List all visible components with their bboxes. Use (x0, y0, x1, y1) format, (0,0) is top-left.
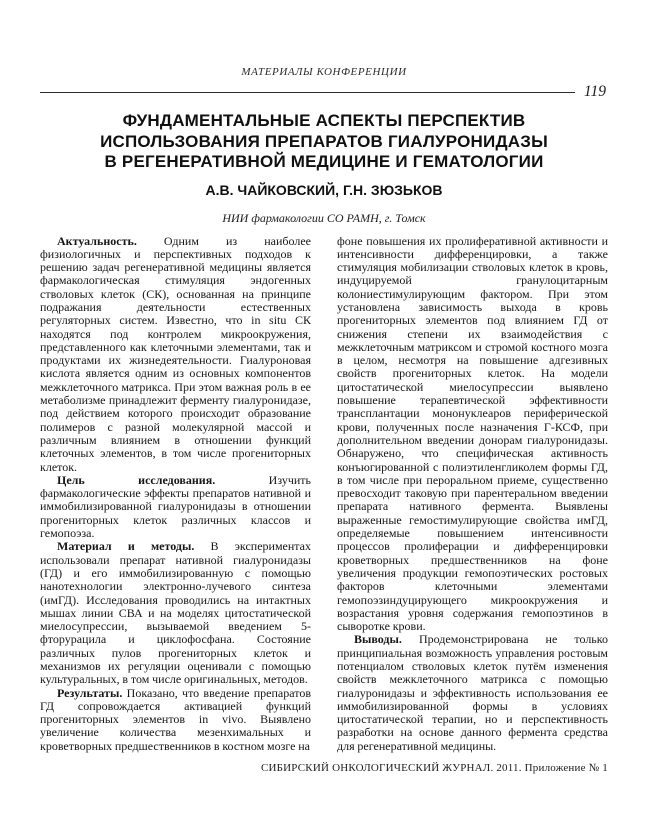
paragraph: фоне повышения их пролиферативной активности и интенсивности дифференцировки, а также стимуляция мобилизации стволовых клеток в кровь, индуцируемой гранулоцитарным колониестимулирующим фактором. При этом установлена зависимость выхода в кровь прогениторных элементов под влиянием ГД от снижения степени их взаимодействия с межклеточным матриксом и стромой костного мозга в целом, несмотря на повышение адгезивных свойств прогениторных клеток. На модели цитостатической миелосупрессии выявлено повышение терапевтической эффективности трансплантации мононуклеаров периферической крови, полученных после назначения Г-КСФ, при дополнительном введении донорам гиалуронидазы. Обнаружено, что специфическая активность конъюгированной с полиэтиленгликолем формы ГД, в том числе при пероральном приеме, существенно превосходит таковую при парентеральном введении препарата нативного фермента. Выявлены выраженные гемостимулирующие свойства имГД, определяемые повышением интенсивности процессов пролиферации и дифференцировки кроветворных предшественников на фоне увеличения продукции гемопоэтических ростовых факторов клеточными элементами гемопоэзиндуцирующего микроокружения и возрастания уровня содержания гемопоэтинов в сыворотке крови. (337, 234, 608, 634)
paragraph: Материал и методы. В экспериментах использовали препарат нативной гиалуронидазы (ГД) и его иммобилизированную с помощью нанотехнологии электронно-лучевого синтеза (имГД). Исследования проводились на интактных мышах линии СВА и на моделях цитостатической миелосупрессии, вызываемой введением 5-фторурацила и циклофосфана. Состояние различных пулов прогениторных клеток и механизмов их регуляции оценивали с помощью культуральных, в том числе оригинальных, методов. (40, 539, 311, 687)
paragraph: Цель исследования. Изучить фармакологические эффекты препаратов нативной и иммобилизированной гиалуронидазы в отношении прогениторных клеток различных классов и гемопоэза. (40, 472, 311, 541)
article-body (40, 235, 608, 771)
paragraph-lead: Выводы. (354, 632, 419, 647)
title-line: В РЕГЕНЕРАТИВНОЙ МЕДИЦИНЕ И ГЕМАТОЛОГИИ (104, 152, 544, 171)
left-column (40, 235, 311, 771)
paragraph-lead: Цель исследования. (57, 472, 269, 487)
title-line: ФУНДАМЕНТАЛЬНЫЕ АСПЕКТЫ ПЕРСПЕКТИВ (122, 111, 526, 130)
running-head: МАТЕРИАЛЫ КОНФЕРЕНЦИИ (241, 66, 407, 78)
page-number: 119 (583, 83, 606, 100)
paragraph: Выводы. Продемонстрирована не только принципиальная возможность управления ростовым потенциалом стволовых клеток путём изменения свойств межклеточного матрикса с помощью гиалуронидазы и эффективность использования ее иммобилизированной формы в условиях цитостатической терапии, но и перспективность разработки на основе данного фермента средства для регенеративной медицины. (337, 632, 608, 753)
paragraph-lead: Актуальность. (57, 234, 164, 248)
article-title (40, 111, 608, 173)
paragraph: Результаты. Показано, что введение препаратов ГД сопровождается активацией функций прогениторных элементов in vivo. Выявлено увеличение количества мезенхимальных и кроветворных предшественников в костном мозге на (40, 685, 311, 753)
page-content (40, 0, 608, 771)
journal-footer: СИБИРСКИЙ ОНКОЛОГИЧЕСКИЙ ЖУРНАЛ. 2011. Приложение № 1 (260, 762, 608, 774)
paragraph-lead: Материал и методы. (57, 539, 211, 554)
paragraph: Актуальность. Одним из наиболее физиологичных и перспективных подходов к решению задач регенеративной медицины является фармакологическая стимуляция эндогенных стволовых клеток (СК), основанная на принципе подражания деятельности естественных регуляторных систем. Известно, что in situ СК находятся под контролем микроокружения, представленного как клеточными элементами, так и продуктами их жизнедеятельности. Гиалуроновая кислота является одним из основных компонентов межклеточного матрикса. При этом важная роль в ее метаболизме принадлежит ферменту гиалуронидазе, под действием которого происходит образование полимеров с разной молекулярной массой и различным влиянием в отношении функций клеточных элементов, в том числе прогениторных клеток. (40, 234, 311, 474)
article-authors: А.В. ЧАЙКОВСКИЙ, Г.Н. ЗЮЗЬКОВ (205, 181, 443, 198)
header-rule-row (40, 83, 608, 101)
paragraph-lead: Результаты. (57, 685, 127, 700)
article-affiliation: НИИ фармакологии СО РАМН, г. Томск (222, 210, 426, 225)
title-line: ИСПОЛЬЗОВАНИЯ ПРЕПАРАТОВ ГИАЛУРОНИДАЗЫ (100, 131, 548, 151)
right-column (337, 235, 608, 771)
header-rule (40, 92, 575, 93)
